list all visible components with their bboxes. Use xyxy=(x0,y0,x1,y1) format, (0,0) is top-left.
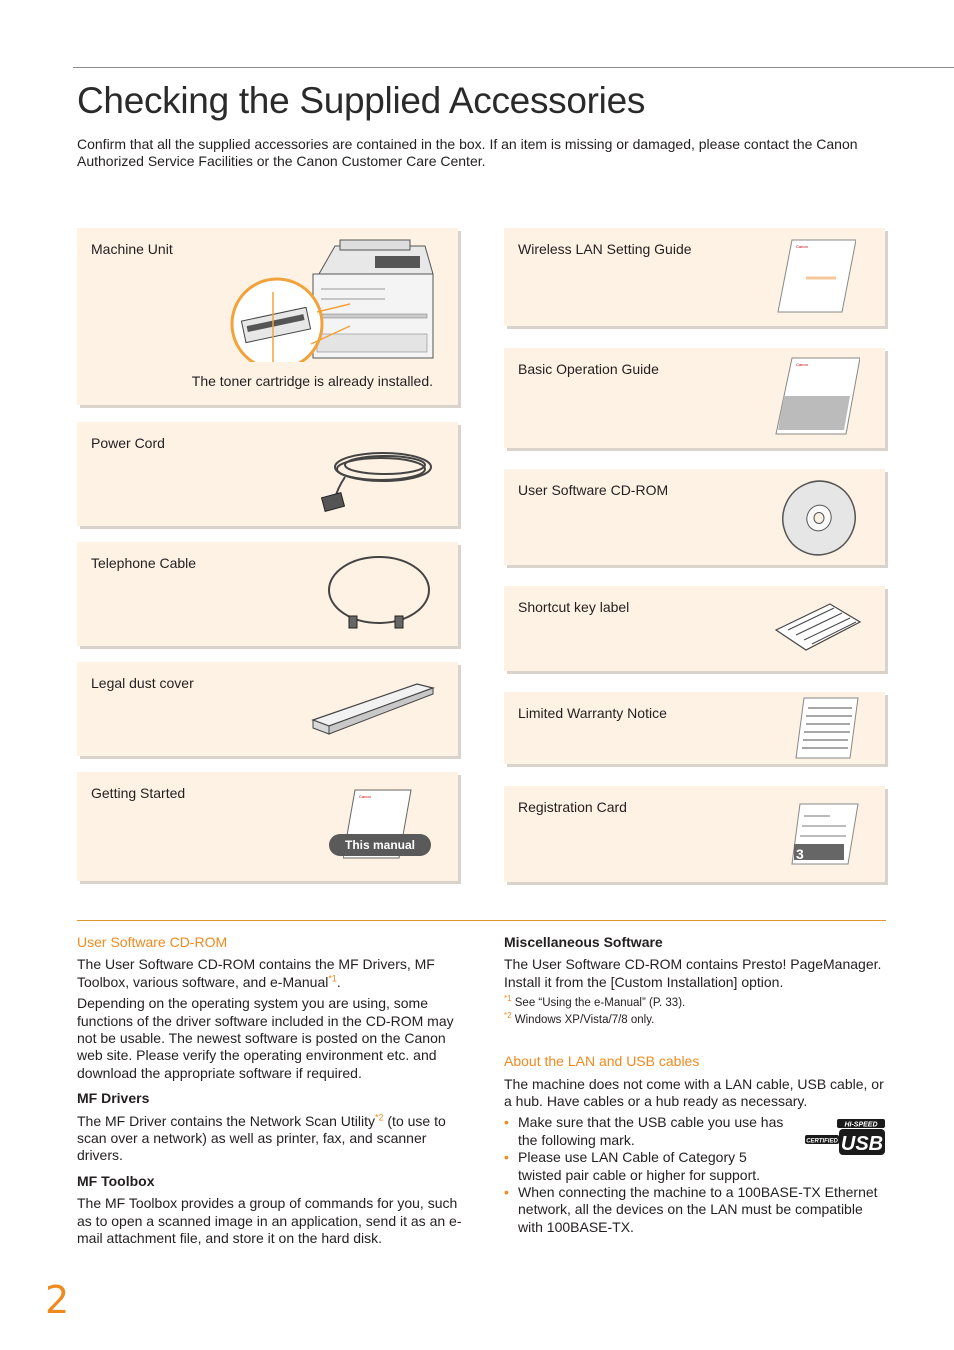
section-rule xyxy=(77,920,886,921)
card-basic-operation-guide xyxy=(504,348,885,448)
cables-heading: About the LAN and USB cables xyxy=(504,1053,700,1070)
getting-started-label: Getting Started xyxy=(91,785,186,801)
card-registration-card xyxy=(504,786,885,882)
cdrom-paragraph-2: Depending on the operating system you are using, some functions of the driver software included in the CD-ROM may not be usable. The newest software is posted on the Canon web site. Please verify the operating environment etc. and download the appropriate software if required. xyxy=(77,995,454,1081)
footnote-ref-2: *2 xyxy=(374,1112,384,1122)
mf-drivers-text: The MF Driver contains the Network Scan Utility$^{*2}$ (to use to scan over a network) as well as printer, fax, and scanner drivers. xyxy=(77,1112,446,1164)
card-user-software-cdrom xyxy=(504,469,885,565)
user-software-cdrom-label: User Software CD-ROM xyxy=(518,482,669,498)
machine-unit-note: The toner cartridge is already installed. xyxy=(191,373,433,389)
card-getting-started xyxy=(77,772,458,881)
this-manual-badge: This manual xyxy=(329,834,431,856)
svg-text:Canon: Canon xyxy=(359,794,371,799)
warranty-sheet-icon xyxy=(794,696,860,760)
guide-booklet-icon xyxy=(776,238,856,314)
printer-illustration xyxy=(225,234,435,362)
power-cord-icon xyxy=(315,437,435,517)
notes-right-column xyxy=(504,934,889,1236)
wireless-lan-guide-label: Wireless LAN Setting Guide xyxy=(518,241,692,257)
dust-cover-icon xyxy=(307,676,437,736)
svg-text:USB: USB xyxy=(840,1133,884,1155)
mf-toolbox-heading: MF Toolbox xyxy=(77,1172,155,1189)
svg-text:Canon: Canon xyxy=(796,362,808,367)
registration-card-icon xyxy=(790,802,860,866)
card-machine-unit xyxy=(77,228,458,405)
list-item: • Please use LAN Cable of Category 5 twisted pair cable or higher for support. xyxy=(504,1149,784,1184)
svg-text:CERTIFIED: CERTIFIED xyxy=(806,1138,838,1145)
machine-unit-label: Machine Unit xyxy=(91,241,173,257)
list-item: • Make sure that the USB cable you use has the following mark. xyxy=(504,1114,784,1149)
footnote-1: $^{*1}$ See “Using the e-Manual” (P. 33). xyxy=(504,994,686,1010)
card-wireless-lan-guide xyxy=(504,228,885,326)
card-shortcut-key-label xyxy=(504,586,885,671)
shortcut-key-label-label: Shortcut key label xyxy=(518,599,630,615)
misc-software-heading: Miscellaneous Software xyxy=(504,934,663,950)
cdrom-heading: User Software CD-ROM xyxy=(77,934,228,950)
telephone-cable-label: Telephone Cable xyxy=(91,555,197,571)
list-item: • When connecting the machine to a 100BASE-TX Ethernet network, all the devices on the LAN must be compatible with 100BASE-TX. xyxy=(504,1184,889,1236)
registration-card-label: Registration Card xyxy=(518,799,627,815)
notes-left-column xyxy=(77,934,462,1252)
svg-text:Canon: Canon xyxy=(796,244,808,249)
telephone-cable-icon xyxy=(323,550,435,640)
cdrom-paragraph-1: The User Software CD-ROM contains the MF Drivers, MF Toolbox, various software, and e-Manual$^{*1}$. xyxy=(77,956,435,990)
footnote-2: $^{*2}$ Windows XP/Vista/7/8 only. xyxy=(504,1011,655,1027)
page-title: Checking the Supplied Accessories xyxy=(77,80,646,121)
card-telephone-cable xyxy=(77,542,458,646)
misc-software-text: The User Software CD-ROM contains Presto! PageManager. Install it from the [Custom Installation] option. xyxy=(504,956,882,990)
card-legal-dust-cover xyxy=(77,662,458,756)
card-power-cord xyxy=(77,422,458,526)
page-number: 2 xyxy=(45,1278,70,1322)
svg-text:3: 3 xyxy=(796,846,804,862)
card-limited-warranty xyxy=(504,692,885,764)
limited-warranty-label: Limited Warranty Notice xyxy=(518,705,667,721)
usb-certified-logo xyxy=(803,1117,887,1157)
legal-dust-cover-label: Legal dust cover xyxy=(91,675,194,691)
svg-text:HI-SPEED: HI-SPEED xyxy=(844,1121,878,1129)
footnote-ref-1: *1 xyxy=(328,973,337,984)
basic-operation-guide-label: Basic Operation Guide xyxy=(518,361,659,377)
cables-text: The machine does not come with a LAN cable, USB cable, or a hub. Have cables or a hub ready as necessary. xyxy=(504,1075,884,1110)
cd-rom-icon xyxy=(780,479,858,557)
intro-text: Confirm that all the supplied accessories are contained in the box. If an item is missing or damaged, please contact the Canon Authorized Service Facilities or the Canon Customer Care Center. xyxy=(77,136,858,169)
mf-toolbox-text: The MF Toolbox provides a group of commands for you, such as to open a scanned image in an application, send it as an e-mail attachment file, and store it on the hard disk. xyxy=(77,1195,462,1247)
key-label-sheet-icon xyxy=(774,600,864,660)
top-rule xyxy=(73,67,954,68)
mf-drivers-heading: MF Drivers xyxy=(77,1090,150,1107)
power-cord-label: Power Cord xyxy=(91,435,165,451)
guide-booklet-icon xyxy=(774,356,860,436)
